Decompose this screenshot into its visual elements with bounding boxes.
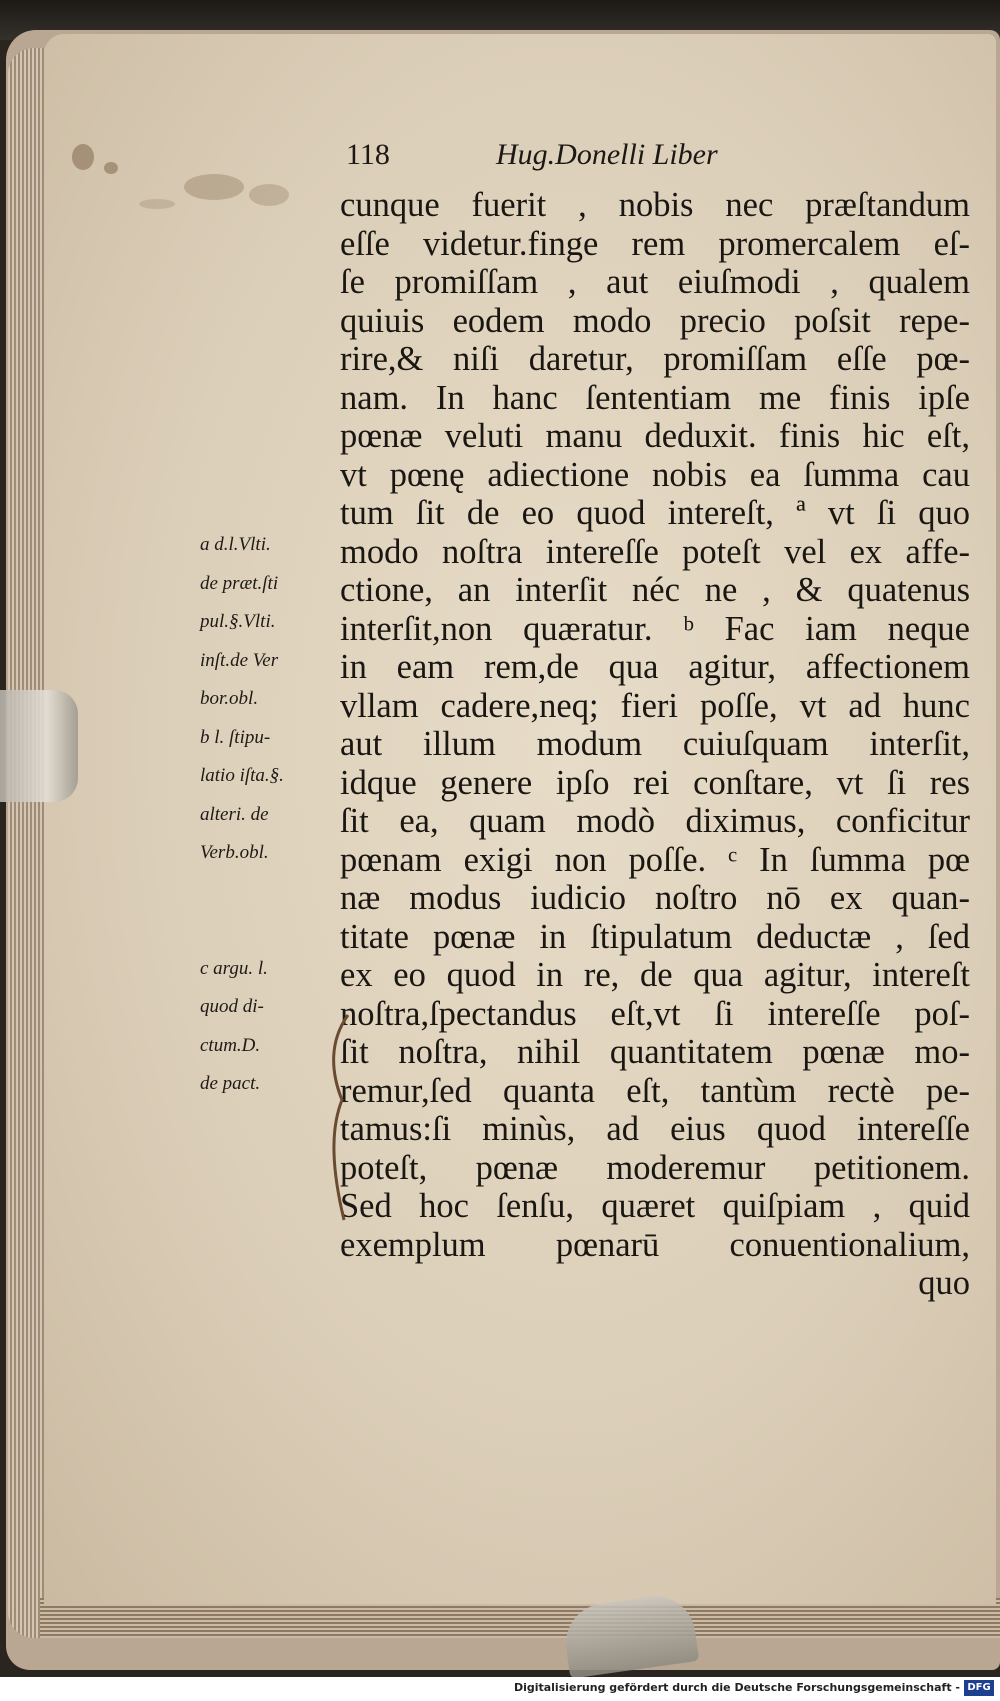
- foxing-stain: [104, 162, 118, 174]
- margin-note-line: a d.l.Vlti.: [200, 534, 271, 555]
- text-line: ex eo quod in re, de qua agitur, intereſt: [340, 956, 970, 994]
- margin-spacer: [200, 873, 340, 950]
- margin-note-line: pul.§.Vlti.: [200, 611, 276, 632]
- text-line: modo noſtra intereſſe poteſt vel ex affe-: [340, 532, 970, 571]
- text-line: poteſt, pœnæ moderemur petitionem.: [340, 1148, 970, 1187]
- text-line: Sed hoc ſenſu, quæret quiſpiam , quid: [340, 1187, 970, 1225]
- text-line: idque genere ipſo rei conſtare, vt ſi res: [340, 763, 970, 802]
- margin-note-line: bor.obl.: [200, 688, 259, 709]
- margin-notes: [200, 526, 340, 1104]
- margin-note-line: c argu. l.: [200, 957, 268, 979]
- text-line: pœnam exigi non poſſe. ᶜ In ſumma pœ: [340, 840, 970, 879]
- text-line: ctione, an interſit néc ne , & quatenus: [340, 571, 970, 609]
- margin-note-line: latio iſta.§.: [200, 765, 284, 786]
- text-line: titate pœnæ in ſtipulatum deductæ , ſed: [340, 917, 970, 956]
- footer-credit: Digitalisierung gefördert durch die Deutsche Forschungsgemeinschaft -: [513, 1681, 960, 1694]
- text-line: interſit,non quæratur. ᵇ Fac iam neque: [340, 609, 970, 648]
- text-line: tamus:ſi minùs, ad eius quod intereſſe: [340, 1110, 970, 1148]
- margin-note-line: de præt.ſti: [200, 572, 279, 594]
- page-clip-left: [0, 690, 78, 802]
- margin-note-line: inſt.de Ver: [200, 649, 279, 671]
- text-line: tum ſit de eo quod intereſt, ª vt ſi quo: [340, 494, 970, 532]
- text-line: nam. In hanc ſententiam me finis ipſe: [340, 378, 970, 417]
- text-line: remur,ſed quanta eſt, tantùm rectè pe-: [340, 1071, 970, 1110]
- text-line: ſe promiſſam , aut eiuſmodi , qualem: [340, 263, 970, 301]
- text-line: ſit noſtra, nihil quantitatem pœnæ mo-: [340, 1033, 970, 1071]
- margin-note-line: Verb.obl.: [200, 842, 269, 863]
- text-line: aut illum modum cuiuſquam interſit,: [340, 725, 970, 763]
- catchword: quo: [918, 1264, 970, 1302]
- foxing-stain: [184, 174, 244, 200]
- text-line: cunque fuerit , nobis nec præſtandum: [340, 186, 970, 224]
- text-line: pœnæ veluti manu deduxit. finis hic eſt,: [340, 417, 970, 455]
- text-line: vt pœnę adiectione nobis ea ſumma cau: [340, 455, 970, 494]
- foxing-stain: [249, 184, 289, 206]
- ink-bracket-mark: [320, 1010, 360, 1230]
- text-line: noſtra,ſpectandus eſt,vt ſi intereſſe poſ-: [340, 994, 970, 1033]
- body-text: [340, 186, 970, 1303]
- dfg-logo: DFG: [964, 1680, 994, 1696]
- digitization-footer: [0, 1677, 1000, 1701]
- foxing-stain: [72, 144, 94, 170]
- margin-note-line: b l. ſtipu-: [200, 726, 271, 748]
- text-line: quiuis eodem modo precio poſsit repe-: [340, 301, 970, 340]
- running-head: [346, 138, 718, 172]
- margin-note-line: quod di-: [200, 996, 264, 1017]
- page-number: 118: [346, 138, 390, 171]
- text-line: eſſe videtur.finge rem promercalem eſ-: [340, 224, 970, 263]
- text-line: exemplum pœnarū conuentionalium,: [340, 1225, 970, 1264]
- foxing-stain: [139, 199, 175, 209]
- text-line: næ modus iudicio noſtro nō ex quan-: [340, 879, 970, 917]
- text-line: rire,& niſi daretur, promiſſam eſſe pœ-: [340, 340, 970, 378]
- margin-note-line: alteri. de: [200, 803, 269, 825]
- running-title: Hug.Donelli Liber: [496, 138, 718, 171]
- page-edges-bottom: [40, 1598, 1000, 1638]
- margin-note-line: de pact.: [200, 1073, 261, 1094]
- margin-note-line: ctum.D.: [200, 1034, 261, 1056]
- text-line: vllam cadere,neq; fieri poſſe, vt ad hunc: [340, 686, 970, 725]
- text-line: ſit ea, quam modò diximus, conficitur: [340, 802, 970, 840]
- text-line: in eam rem,de qua agitur, affectionem: [340, 648, 970, 686]
